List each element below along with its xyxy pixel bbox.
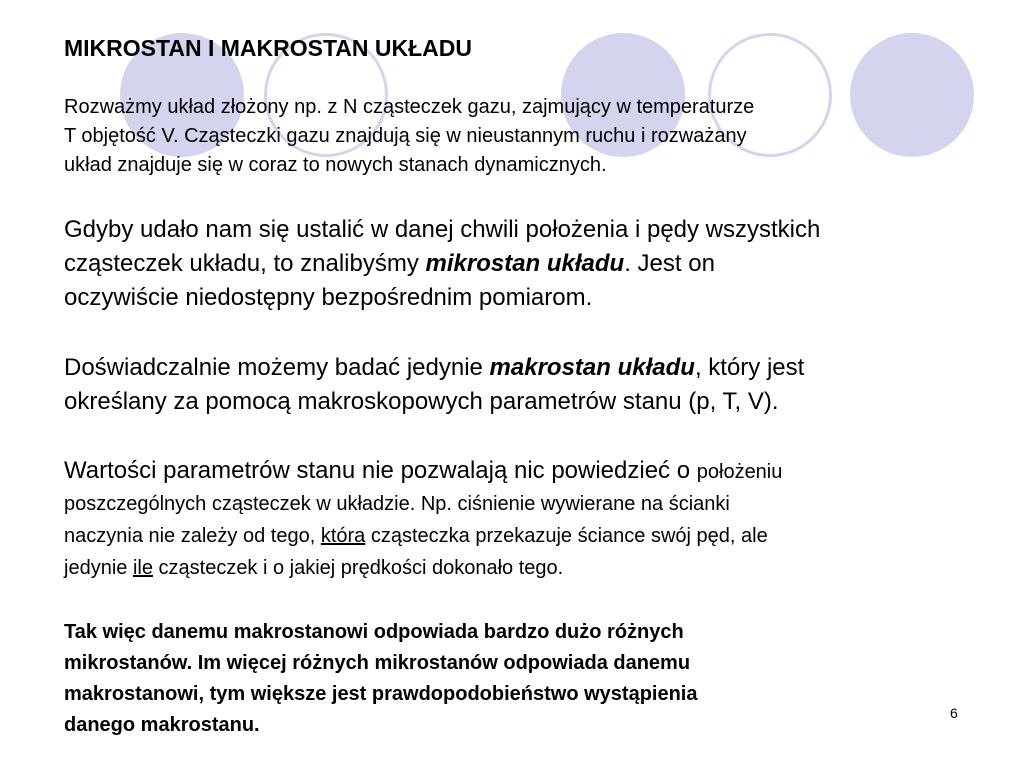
underlined-word: która xyxy=(320,525,366,547)
text-line: makrostanowi, tym większe jest prawdopodobieństwo wystąpienia xyxy=(64,683,698,705)
text-line xyxy=(64,552,984,584)
emphasis-microstate: mikrostan układu xyxy=(425,250,625,277)
paragraph-conclusion xyxy=(64,617,964,741)
text-segment: naczynia nie zależy od tego, xyxy=(64,525,321,547)
text-segment: Doświadczalnie możemy badać jedynie xyxy=(64,354,490,381)
text-segment: , który jest xyxy=(694,354,805,381)
paragraph-macrostate xyxy=(64,351,984,419)
text-segment: jedynie xyxy=(64,557,133,579)
text-line xyxy=(64,520,984,552)
text-line: danego makrostanu. xyxy=(64,714,260,736)
text-segment: Wartości parametrów stanu nie pozwalają nic powiedzieć o xyxy=(64,457,697,484)
text-line: Gdyby udało nam się ustalić w danej chwili położenia i pędy wszystkich xyxy=(64,216,821,243)
text-line: układ znajduje się w coraz to nowych stanach dynamicznych. xyxy=(64,154,607,176)
text-line: określany za pomocą makroskopowych parametrów stanu (p, T, V). xyxy=(64,388,779,415)
text-line xyxy=(64,247,984,281)
paragraph-state-parameters xyxy=(64,455,984,584)
text-line: oczywiście niedostępny bezpośrednim pomiarom. xyxy=(64,284,593,311)
text-line: poszczególnych cząsteczek w układzie. Np. ciśnienie wywierane na ścianki xyxy=(64,493,730,515)
text-line xyxy=(64,455,984,488)
text-line: mikrostanów. Im więcej różnych mikrostanów odpowiada danemu xyxy=(64,652,691,674)
page-number: 6 xyxy=(950,705,958,721)
text-line: T objętość V. Cząsteczki gazu znajdują się w nieustannym ruchu i rozważany xyxy=(64,125,747,147)
text-segment: cząsteczek i o jakiej prędkości dokonało tego. xyxy=(152,557,564,579)
text-segment: cząsteczka przekazuje ściance swój pęd, ale xyxy=(365,525,768,547)
slide-title: MIKROSTAN I MAKROSTAN UKŁADU xyxy=(64,35,473,61)
emphasis-macrostate: makrostan układu xyxy=(489,354,695,381)
text-segment: cząsteczek układu, to znalibyśmy xyxy=(64,250,426,277)
paragraph-intro xyxy=(64,93,984,180)
underlined-word: ile xyxy=(132,557,153,579)
paragraph-microstate xyxy=(64,213,984,315)
text-line xyxy=(64,351,984,385)
text-line: Rozważmy układ złożony np. z N cząsteczek gazu, zajmujący w temperaturze xyxy=(64,96,755,118)
text-line: Tak więc danemu makrostanowi odpowiada bardzo dużo różnych xyxy=(64,621,684,643)
text-segment: . Jest on xyxy=(624,250,715,277)
text-segment: położeniu xyxy=(696,461,783,483)
